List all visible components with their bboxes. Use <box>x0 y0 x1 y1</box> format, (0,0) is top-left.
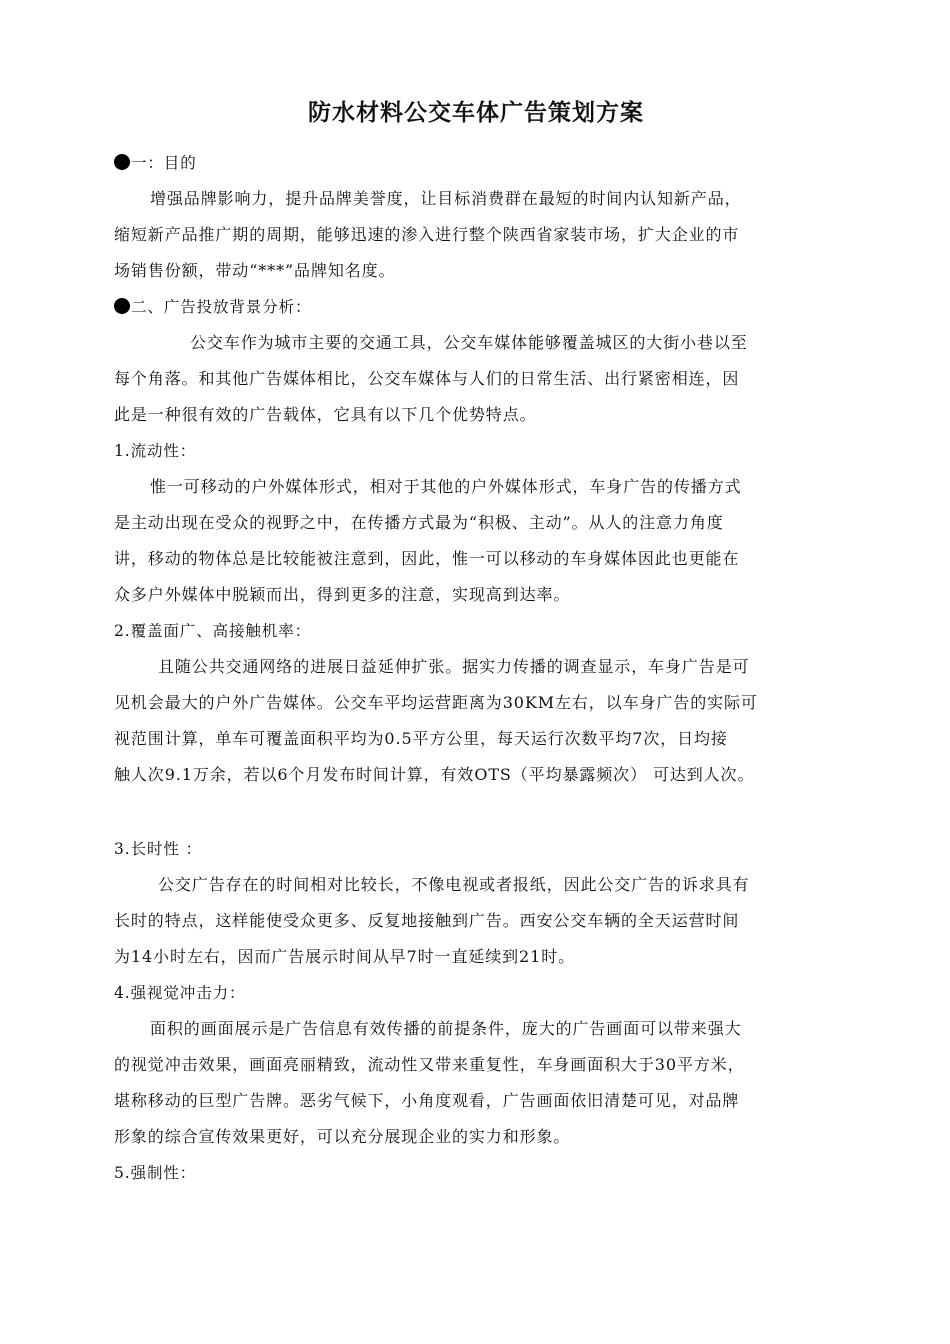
paragraph-line: 是主动出现在受众的视野之中，在传播方式最为“积极、主动”。从人的注意力角度 <box>114 513 724 532</box>
point-heading-mobility: 1.流动性： <box>114 442 197 460</box>
paragraph-line: 面积的画面展示是广告信息有效传播的前提条件，庞大的广告画面可以带来强大 <box>150 1019 742 1038</box>
section-heading-purpose: 一：目的 <box>114 145 838 181</box>
paragraph-line: 形象的综合宣传效果更好，可以充分展现企业的实力和形象。 <box>114 1127 571 1146</box>
blank-space <box>114 793 838 831</box>
paragraph-line: 讲，移动的物体总是比较能被注意到，因此，惟一可以移动的车身媒体因此也更能在 <box>114 549 740 568</box>
paragraph-line: 为14小时左右，因而广告展示时间从早7时一直延续到21时。 <box>114 947 575 966</box>
paragraph-line: 缩短新产品推广期的周期，能够迅速的渗入进行整个陕西省家装市场，扩大企业的市 <box>114 225 740 244</box>
paragraph-line: 见机会最大的户外广告媒体。公交车平均运营距离为30KM左右，以车身广告的实际可 <box>114 693 758 712</box>
paragraph-line: 的视觉冲击效果，画面亮丽精致，流动性又带来重复性，车身画面积大于30平方米， <box>114 1055 745 1074</box>
document-title: 防水材料公交车体广告策划方案 <box>308 100 644 126</box>
bullet-icon <box>114 154 130 170</box>
paragraph-line: 公交广告存在的时间相对比较长，不像电视或者报纸，因此公交广告的诉求具有 <box>158 875 750 894</box>
paragraph-line: 众多户外媒体中脱颖而出，得到更多的注意，实现高到达率。 <box>114 585 571 604</box>
paragraph-line: 且随公共交通网络的进展日益延伸扩张。据实力传播的调查显示，车身广告是可 <box>158 657 750 676</box>
bullet-icon <box>114 298 130 314</box>
paragraph-line: 长时的特点，这样能使受众更多、反复地接触到广告。西安公交车辆的全天运营时间 <box>114 911 740 930</box>
paragraph-line: 每个角落。和其他广告媒体相比，公交车媒体与人们的日常生活、出行紧密相连，因 <box>114 369 740 388</box>
point-heading-coverage: 2.覆盖面广、高接触机率： <box>114 622 311 640</box>
paragraph-line: 公交车作为城市主要的交通工具，公交车媒体能够覆盖城区的大街小巷以至 <box>190 333 748 352</box>
paragraph-line: 场销售份额，带动“***”品牌知名度。 <box>114 261 396 280</box>
point-heading-compulsory: 5.强制性： <box>114 1164 197 1182</box>
paragraph-line: 触人次9.1万余，若以6个月发布时间计算，有效OTS（平均暴露频次） 可达到人次。 <box>114 765 755 784</box>
document-body <box>114 145 838 1191</box>
section-heading-background: 二、广告投放背景分析： <box>114 289 838 325</box>
paragraph-line: 此是一种很有效的广告载体，它具有以下几个优势特点。 <box>114 405 537 424</box>
point-heading-duration: 3.长时性 ： <box>114 840 203 858</box>
paragraph-line: 视范围计算，单车可覆盖面积平均为0.5平方公里，每天运行次数平均7次，日均接 <box>114 729 728 748</box>
point-heading-visual-impact: 4.强视觉冲击力： <box>114 984 246 1002</box>
paragraph-line: 堪称移动的巨型广告牌。恶劣气候下，小角度观看，广告画面依旧清楚可见，对品牌 <box>114 1091 740 1110</box>
paragraph-line: 增强品牌影响力，提升品牌美誉度，让目标消费群在最短的时间内认知新产品， <box>150 189 742 208</box>
paragraph-line: 惟一可移动的户外媒体形式，相对于其他的户外媒体形式，车身广告的传播方式 <box>150 477 742 496</box>
